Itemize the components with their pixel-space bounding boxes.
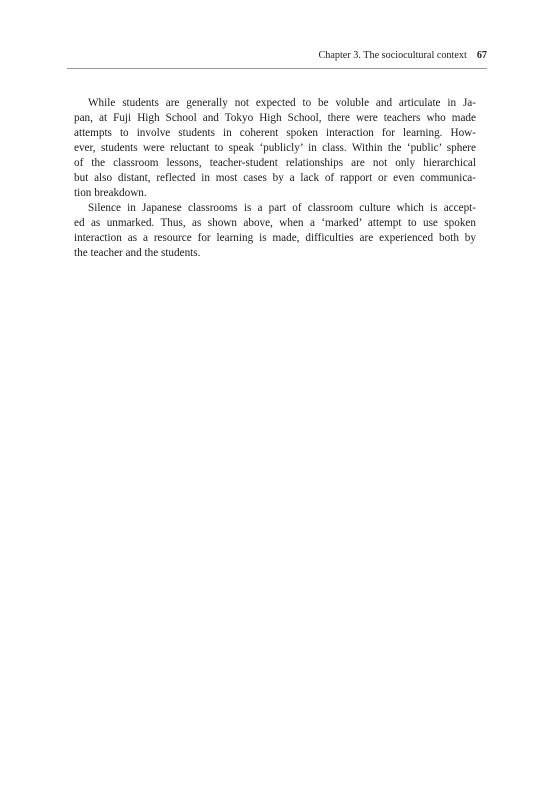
paragraph-line: While students are generally not expected to be voluble and articulate in Ja- — [88, 97, 476, 109]
paragraph-line: of the classroom lessons, teacher-student relationships are not only hierarchical — [74, 157, 476, 169]
body-text — [74, 96, 476, 261]
paragraph-line: Silence in Japanese classrooms is a part of classroom culture which is accept- — [88, 202, 476, 214]
paragraph-line: attempts to involve students in coherent spoken interaction for learning. How- — [74, 127, 476, 139]
chapter-title: Chapter 3. The sociocultural context — [318, 50, 467, 61]
paragraph-line: ever, students were reluctant to speak ‘publicly’ in class. Within the ‘public’ sphere — [74, 142, 476, 154]
paragraph-line: interaction as a resource for learning is made, difficulties are experienced both by — [74, 232, 476, 244]
paragraph-line: but also distant, reflected in most cases by a lack of rapport or even communica- — [74, 172, 476, 184]
header-rule — [67, 68, 487, 69]
paragraph-2 — [74, 201, 476, 261]
paragraph-line: ed as unmarked. Thus, as shown above, when a ‘marked’ attempt to use spoken — [74, 217, 476, 229]
running-head — [67, 50, 487, 64]
paragraph-line: pan, at Fuji High School and Tokyo High School, there were teachers who made — [74, 112, 476, 124]
paragraph-line: the teacher and the students. — [74, 247, 201, 259]
page-number: 67 — [476, 50, 487, 61]
paragraph-line: tion breakdown. — [74, 187, 147, 199]
paragraph-1 — [74, 96, 476, 201]
